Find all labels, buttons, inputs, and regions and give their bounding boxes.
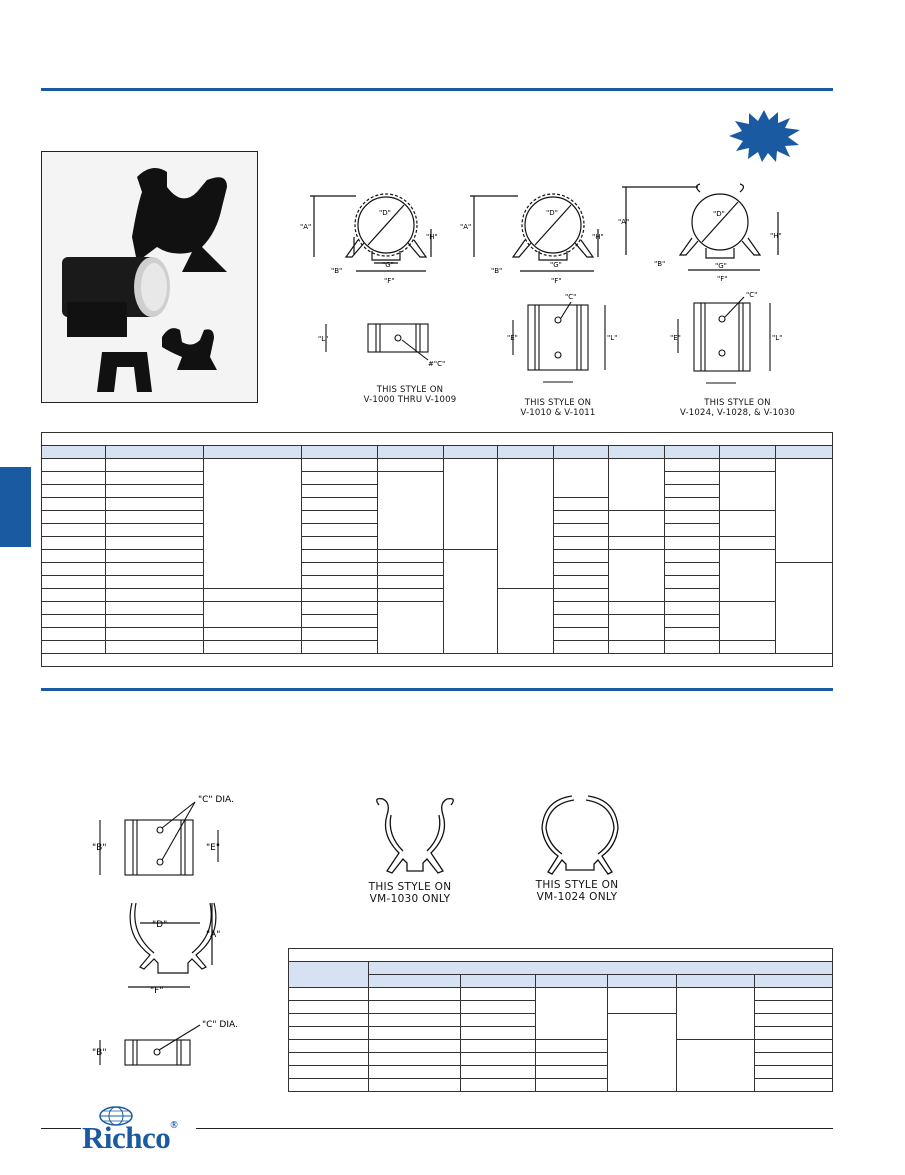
spec-table-v-series	[41, 432, 833, 667]
diagram-v1000-front	[296, 185, 446, 290]
dim-label-a: "A"	[206, 930, 221, 940]
dim-label-l: "L"	[772, 334, 783, 342]
dim-label-c-dia: "C" DIA.	[202, 1020, 238, 1030]
dim-label-b: "B"	[331, 267, 343, 275]
dim-label-b: "B"	[92, 843, 107, 853]
diagram-v1010-side	[503, 290, 633, 390]
spec-table-vm-series	[288, 948, 833, 1092]
diagram-vm1030-outline	[365, 795, 465, 885]
diagram-vm-single	[90, 1015, 260, 1085]
dim-label-a: "A"	[618, 218, 630, 226]
dim-label-e: "E"	[507, 334, 518, 342]
middle-rule	[41, 688, 833, 691]
dim-label-h: "H"	[592, 233, 604, 241]
product-photo	[41, 151, 258, 403]
top-rule	[41, 88, 833, 91]
dim-label-b: "B"	[92, 1048, 107, 1058]
dim-label-d: "D"	[152, 920, 168, 930]
caption-v1000: THIS STYLE ON V-1000 THRU V-1009	[363, 385, 457, 405]
caption-v1010: THIS STYLE ON V-1010 & V-1011	[520, 398, 596, 418]
caption-v1024: THIS STYLE ON V-1024, V-1028, & V-1030	[680, 398, 795, 418]
dim-label-c-hole: #"C"	[428, 360, 446, 368]
dim-label-c-dia: "C" DIA.	[198, 795, 234, 805]
dim-label-g: "G"	[550, 261, 562, 269]
dim-label-h: "H"	[770, 232, 782, 240]
starburst-icon	[724, 108, 804, 163]
bottom-rule	[196, 1128, 833, 1129]
section-tab	[0, 467, 31, 547]
dim-label-d: "D"	[546, 209, 558, 217]
dim-label-g: "G"	[715, 262, 727, 270]
dim-label-l: "L"	[607, 334, 618, 342]
dim-label-b: "B"	[654, 260, 666, 268]
diagram-vm-side	[90, 790, 260, 885]
dim-label-g: "G"	[382, 261, 394, 269]
caption-vm1024: THIS STYLE ON VM-1024 ONLY	[535, 879, 619, 903]
dim-label-e: "E"	[670, 334, 681, 342]
dim-label-f: "F"	[384, 277, 395, 285]
diagram-v1024-front	[618, 180, 788, 290]
diagram-v1010-front	[458, 185, 608, 290]
diagram-v1000-side	[316, 316, 476, 376]
dim-label-h: "H"	[426, 233, 438, 241]
dim-label-l: "L"	[318, 335, 329, 343]
dim-label-f: "F"	[551, 277, 562, 285]
dim-label-c: "C"	[746, 291, 758, 299]
dim-label-f: "F"	[717, 275, 728, 283]
dim-label-c: "C"	[565, 293, 577, 301]
brand-logo: Richco®	[82, 1120, 178, 1155]
dim-label-b: "B"	[491, 267, 503, 275]
diagram-vm-front	[110, 895, 250, 995]
diagram-v1024-side	[666, 285, 796, 390]
bottom-rule-left	[41, 1128, 81, 1129]
dim-label-a: "A"	[300, 223, 312, 231]
dim-label-a: "A"	[460, 223, 472, 231]
caption-vm1030: THIS STYLE ON VM-1030 ONLY	[368, 881, 452, 905]
dim-label-d: "D"	[379, 209, 391, 217]
dim-label-e: "E"	[206, 843, 220, 853]
diagram-vm1024-outline	[530, 790, 630, 880]
dim-label-d: "D"	[713, 210, 725, 218]
dim-label-f: "F"	[150, 986, 164, 995]
